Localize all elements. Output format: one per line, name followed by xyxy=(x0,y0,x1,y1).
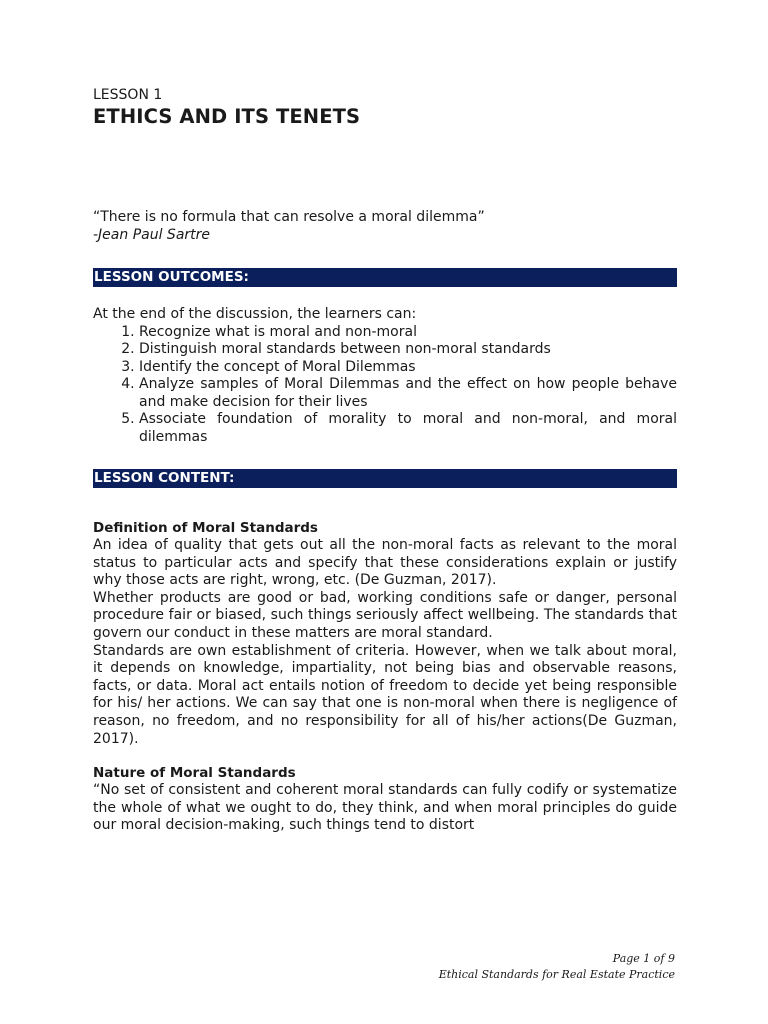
list-item: 4. Analyze samples of Moral Dilemmas and the effect on how people behave and make decision for their lives xyxy=(139,376,677,411)
section-heading-definition: Definition of Moral Standards xyxy=(93,520,318,536)
lesson-number: LESSON 1 xyxy=(93,87,163,103)
list-item: 1. Recognize what is moral and non-moral xyxy=(139,324,677,342)
course-title: Ethical Standards for Real Estate Practice xyxy=(438,968,675,981)
outcomes-list xyxy=(93,324,677,447)
lesson-outcomes-header: LESSON OUTCOMES: xyxy=(93,268,677,287)
epigraph-quote: “There is no formula that can resolve a moral dilemma” xyxy=(93,209,485,225)
list-item: 3. Identify the concept of Moral Dilemmas xyxy=(139,359,677,377)
list-item: 5. Associate foundation of morality to moral and non-moral, and moral dilemmas xyxy=(139,411,677,446)
epigraph-author: -Jean Paul Sartre xyxy=(93,227,211,243)
paragraph: “No set of consistent and coherent moral standards can fully codify or systematize the whole of what we ought to do, they think, and when moral principles do guide our moral decision-making, such things tend to distort xyxy=(93,782,677,834)
paragraph: An idea of quality that gets out all the non-moral facts as relevant to the moral status to particular acts and specify that these considerations explain or justify why those acts are right, wrong, etc. (De Guzman, 2017). xyxy=(93,537,677,589)
paragraph: Standards are own establishment of criteria. However, when we talk about moral, it depends on knowledge, impartiality, not being bias and observable reasons, facts, or data. Moral act entails notion of freedom to decide yet being responsible for his/ her actions. We can say that one is non-moral when there is negligence of reason, no freedom, and no responsibility for all of his/her actions(De Guzman, 2017). xyxy=(93,642,677,747)
page-footer xyxy=(439,951,675,983)
document-page xyxy=(93,86,677,835)
outcomes-intro: At the end of the discussion, the learners can: xyxy=(93,306,417,322)
section-heading-nature: Nature of Moral Standards xyxy=(93,765,296,782)
page-number: Page 1 of 9 xyxy=(612,952,675,965)
list-item: 2. Distinguish moral standards between non-moral standards xyxy=(139,341,677,359)
lesson-content-header: LESSON CONTENT: xyxy=(93,469,677,488)
lesson-title: ETHICS AND ITS TENETS xyxy=(93,105,361,128)
paragraph: Whether products are good or bad, working conditions safe or danger, personal procedure fair or biased, such things seriously affect wellbeing. The standards that govern our conduct in these matters are moral standard. xyxy=(93,589,677,641)
